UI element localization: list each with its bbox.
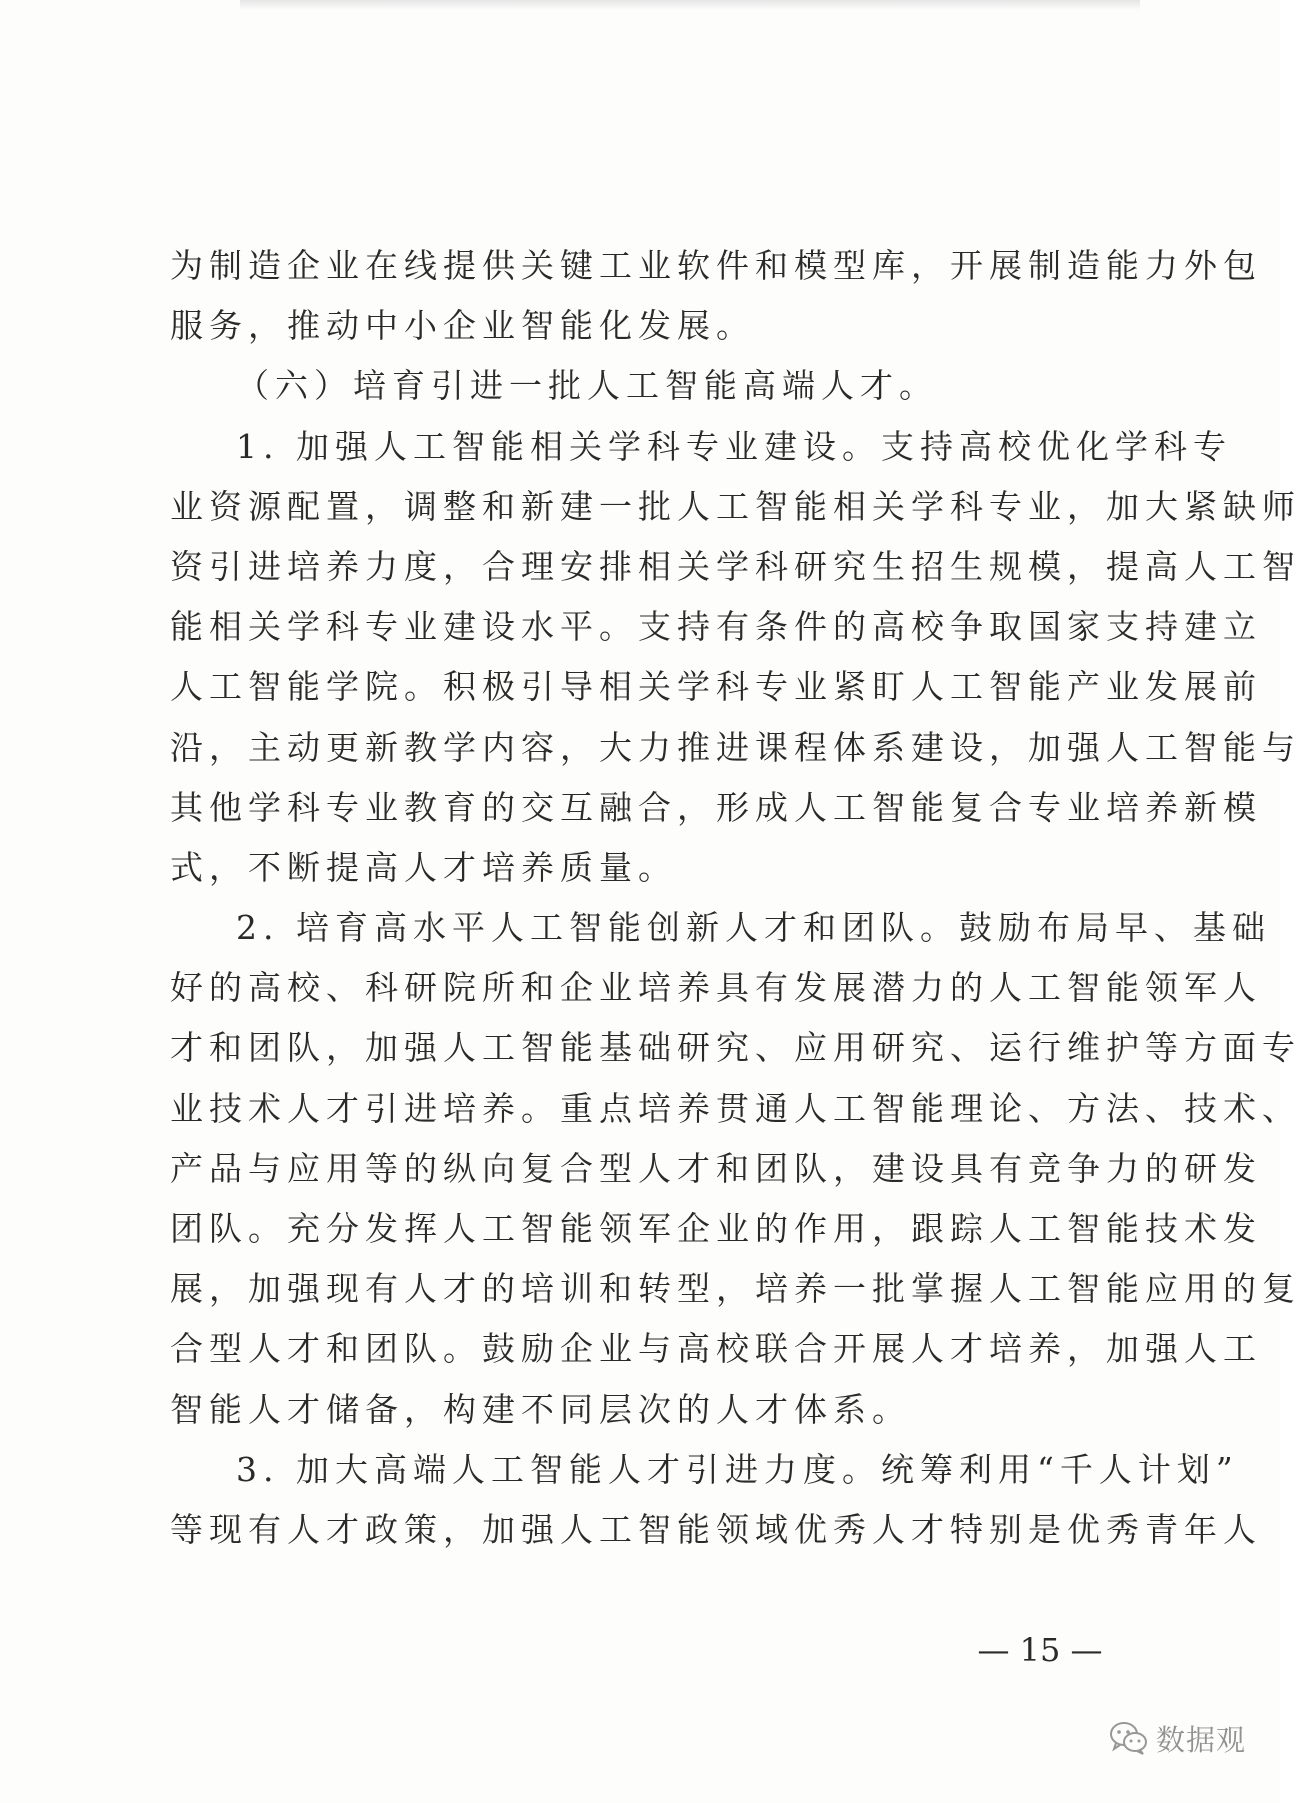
text-line: 2. 培育高水平人工智能创新人才和团队。鼓励布局早、基础 <box>236 908 1271 948</box>
watermark <box>1108 1716 1246 1760</box>
document-body <box>170 236 1301 1560</box>
text-line: 团队。充分发挥人工智能领军企业的作用，跟踪人工智能技术发 <box>170 1209 1262 1248</box>
text-line: 合型人才和团队。鼓励企业与高校联合开展人才培养，加强人工 <box>170 1329 1262 1369</box>
text-line: 人工智能学院。积极引导相关学科专业紧盯人工智能产业发展前 <box>170 667 1262 707</box>
wechat-icon <box>1108 1720 1148 1756</box>
text-line: 资引进培养力度，合理安排相关学科研究生招生规模，提高人工智 <box>170 546 1301 586</box>
text-line: 业技术人才引进培养。重点培养贯通人工智能理论、方法、技术、 <box>170 1088 1301 1128</box>
text-line: 能相关学科专业建设水平。支持有条件的高校争取国家支持建立 <box>170 607 1262 647</box>
text-line: 智能人才储备，构建不同层次的人才体系。 <box>170 1389 911 1429</box>
text-line: 为制造企业在线提供关键工业软件和模型库，开展制造能力外包 <box>170 246 1262 285</box>
watermark-text: 数据观 <box>1156 1722 1247 1757</box>
text-line: 好的高校、科研院所和企业培养具有发展潜力的人工智能领军人 <box>170 968 1262 1008</box>
text-line: 才和团队，加强人工智能基础研究、应用研究、运行维护等方面专 <box>170 1028 1301 1068</box>
text-line: 产品与应用等的纵向复合型人才和团队，建设具有竞争力的研发 <box>170 1148 1262 1188</box>
page-number: — 15 — <box>977 1631 1103 1669</box>
text-line: 展，加强现有人才的培训和转型，培养一批掌握人工智能应用的复 <box>170 1269 1301 1309</box>
text-line: 服务，推动中小企业智能化发展。 <box>170 306 755 346</box>
scan-top-edge <box>240 0 1140 10</box>
text-line: 1. 加强人工智能相关学科专业建设。支持高校优化学科专 <box>236 426 1232 466</box>
text-line: 等现有人才政策，加强人工智能领域优秀人才特别是优秀青年人 <box>170 1509 1262 1549</box>
text-line: 业资源配置，调整和新建一批人工智能相关学科专业，加大紧缺师 <box>170 486 1301 526</box>
text-line: 式，不断提高人才培养质量。 <box>170 847 677 887</box>
section-heading: （六）培育引进一批人工智能高端人才。 <box>236 366 938 406</box>
text-line: 其他学科专业教育的交互融合，形成人工智能复合专业培养新模 <box>170 787 1262 827</box>
text-line: 沿，主动更新教学内容，大力推进课程体系建设，加强人工智能与 <box>170 727 1301 767</box>
text-line: 3. 加大高端人工智能人才引进力度。统筹利用“千人计划” <box>236 1449 1239 1489</box>
